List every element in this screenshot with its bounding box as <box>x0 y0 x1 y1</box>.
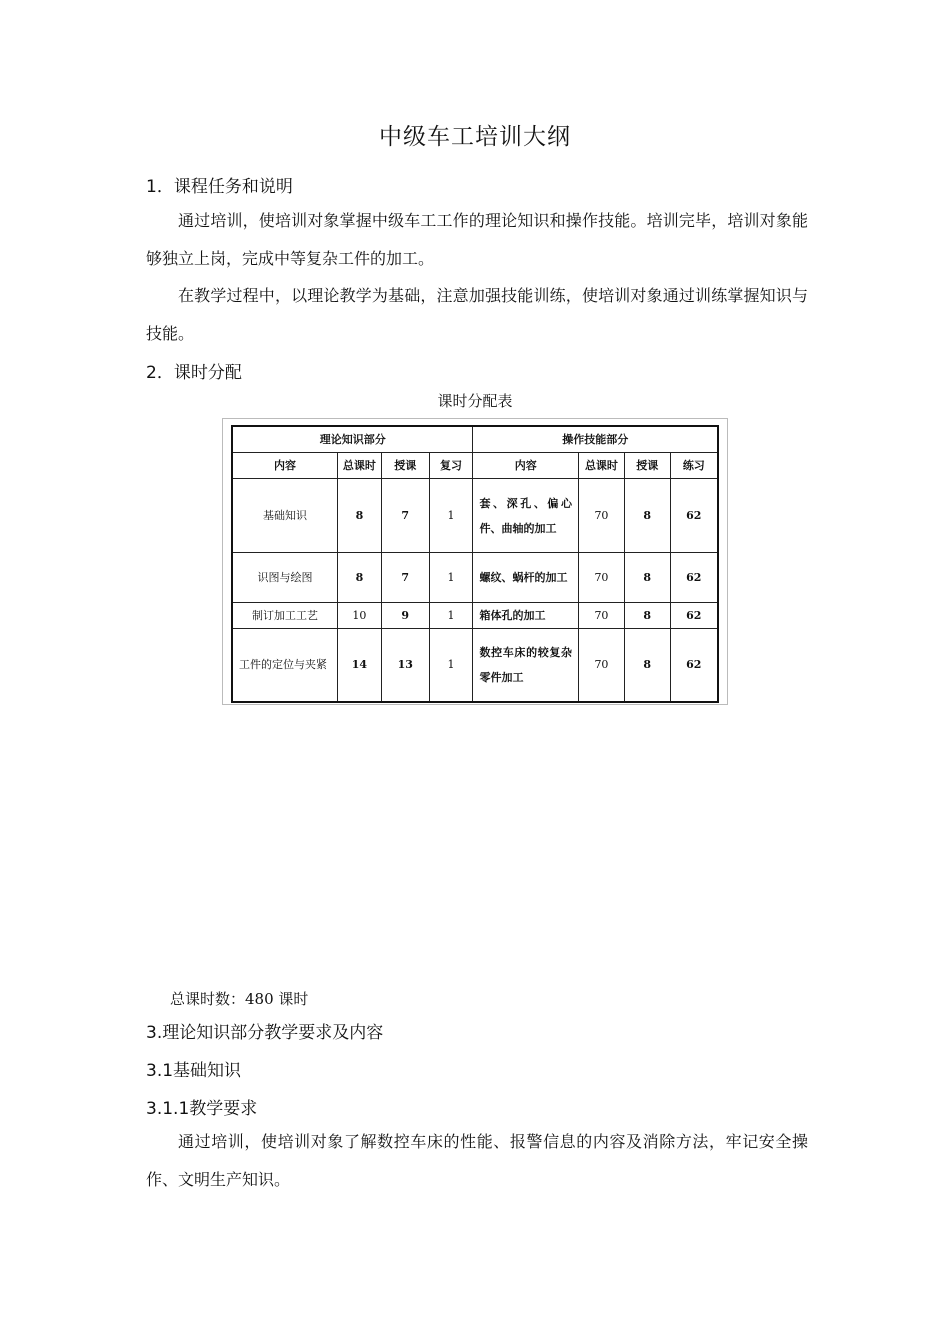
col-header: 内容 <box>473 453 579 479</box>
cell: 8 <box>624 603 670 629</box>
col-header: 授课 <box>381 453 429 479</box>
cell: 数控车床的较复杂零件加工 <box>473 629 579 702</box>
cell: 1 <box>429 479 473 553</box>
section-3-1-1-heading: 3.1.1教学要求 <box>146 1099 258 1119</box>
cell: 7 <box>381 553 429 603</box>
cell: 制订加工工艺 <box>232 603 338 629</box>
section-1-heading: 1．课程任务和说明 <box>146 177 293 197</box>
section-3-1-heading: 3.1基础知识 <box>146 1061 242 1081</box>
cell: 工件的定位与夹紧 <box>232 629 338 702</box>
cell: 62 <box>670 603 718 629</box>
col-header: 内容 <box>232 453 338 479</box>
cell: 1 <box>429 603 473 629</box>
section-3-heading: 3.理论知识部分教学要求及内容 <box>146 1023 384 1043</box>
table-row <box>232 603 718 629</box>
col-header: 授课 <box>624 453 670 479</box>
cell: 70 <box>579 603 625 629</box>
cell: 箱体孔的加工 <box>473 603 579 629</box>
cell: 14 <box>338 629 382 702</box>
cell: 识图与绘图 <box>232 553 338 603</box>
cell: 62 <box>670 553 718 603</box>
total-hours: 总课时数：480 课时 <box>170 990 309 1008</box>
table-row <box>232 629 718 702</box>
cell: 62 <box>670 629 718 702</box>
section-1-paragraph-2: 在教学过程中，以理论教学为基础，注意加强技能训练，使培训对象通过训练掌握知识与技能。 <box>146 286 808 343</box>
group-header-theory: 理论知识部分 <box>232 426 473 453</box>
table-row <box>232 553 718 603</box>
cell: 70 <box>579 553 625 603</box>
cell: 9 <box>381 603 429 629</box>
cell: 基础知识 <box>232 479 338 553</box>
cell: 62 <box>670 479 718 553</box>
col-header: 总课时 <box>338 453 382 479</box>
cell: 8 <box>338 553 382 603</box>
cell: 8 <box>338 479 382 553</box>
cell: 70 <box>579 479 625 553</box>
hours-table-image <box>222 418 728 705</box>
group-header-skills: 操作技能部分 <box>473 426 718 453</box>
cell: 8 <box>624 629 670 702</box>
section-2-heading: 2．课时分配 <box>146 363 242 383</box>
cell: 1 <box>429 629 473 702</box>
table-caption: 课时分配表 <box>437 392 513 410</box>
col-header: 复习 <box>429 453 473 479</box>
table-row <box>232 479 718 553</box>
cell: 8 <box>624 479 670 553</box>
cell: 7 <box>381 479 429 553</box>
cell: 1 <box>429 553 473 603</box>
section-1-paragraph-1: 通过培训，使培训对象掌握中级车工工作的理论知识和操作技能。培训完毕，培训对象能够独立上岗，完成中等复杂工件的加工。 <box>146 211 808 268</box>
cell: 10 <box>338 603 382 629</box>
cell: 螺纹、蜗杆的加工 <box>473 553 579 603</box>
document-title: 中级车工培训大纲 <box>379 124 571 150</box>
cell: 70 <box>579 629 625 702</box>
col-header: 练习 <box>670 453 718 479</box>
col-header: 总课时 <box>579 453 625 479</box>
hours-allocation-table <box>231 425 719 703</box>
cell: 13 <box>381 629 429 702</box>
cell: 8 <box>624 553 670 603</box>
cell: 套、深孔、偏心件、曲轴的加工 <box>473 479 579 553</box>
section-3-1-1-paragraph: 通过培训，使培训对象了解数控车床的性能、报警信息的内容及消除方法，牢记安全操作、文明生产知识。 <box>146 1132 808 1189</box>
